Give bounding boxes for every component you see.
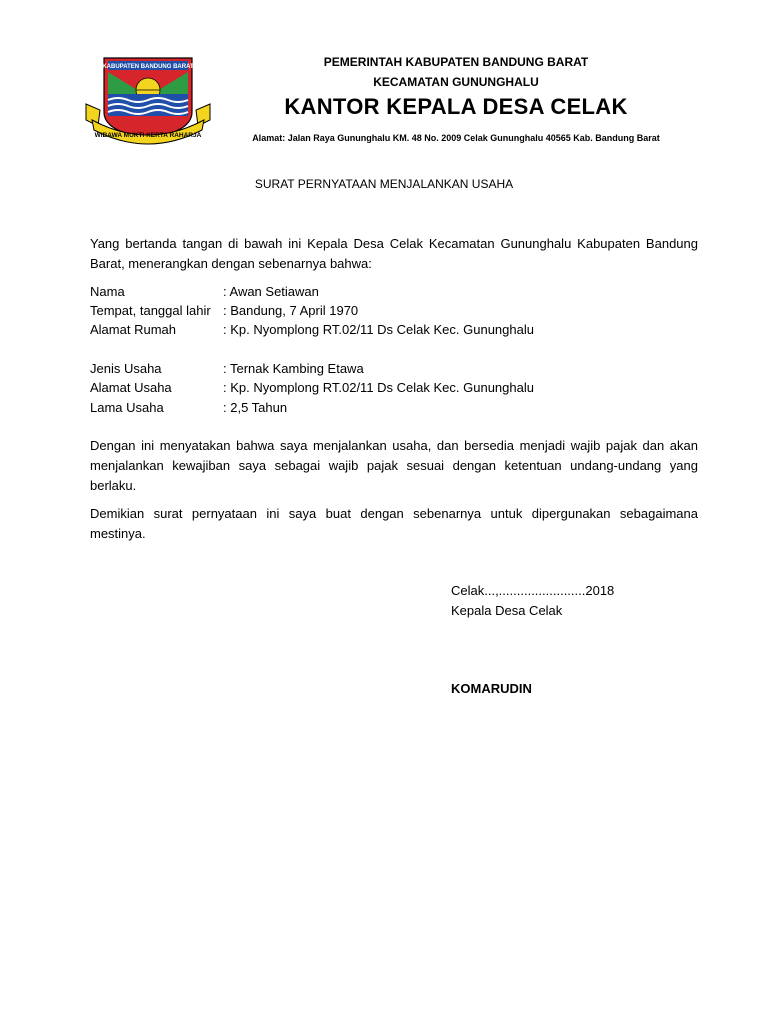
field-row [90, 398, 287, 417]
field-row [90, 301, 358, 320]
svg-text:WIBAWA MUKTI KERTA RAHARJA: WIBAWA MUKTI KERTA RAHARJA [94, 132, 202, 139]
field-value: : Kp. Nyomplong RT.02/11 Ds Celak Kec. Gununghalu [223, 380, 534, 395]
field-value: : Bandung, 7 April 1970 [223, 303, 359, 318]
field-label: Tempat, tanggal lahir [90, 303, 211, 318]
signature-name: KOMARUDIN [451, 681, 532, 696]
statement-paragraph: Dengan ini menyatakan bahwa saya menjalankan usaha, dan bersedia menjadi wajib pajak dan akan menjalankan kewajiban saya sebagai wajib pajak sesuai dengan ketentuan undang-undang yang berlaku. [90, 438, 698, 493]
field-row [90, 378, 534, 397]
regency-logo [84, 54, 212, 150]
field-label: Nama [90, 284, 125, 299]
field-label: Alamat Usaha [90, 380, 172, 395]
field-value: : Kp. Nyomplong RT.02/11 Ds Celak Kec. Gununghalu [223, 322, 534, 337]
field-label: Jenis Usaha [90, 361, 162, 376]
field-label: Lama Usaha [90, 400, 164, 415]
field-row [90, 282, 319, 301]
government-name: PEMERINTAH KABUPATEN BANDUNG BARAT [323, 55, 589, 69]
field-value: : 2,5 Tahun [223, 400, 288, 415]
field-value: : Awan Setiawan [223, 284, 319, 299]
field-row [90, 320, 534, 339]
signature-place-date: Celak...,........................2018 [451, 583, 615, 598]
field-label: Alamat Rumah [90, 322, 176, 337]
svg-text:KABUPATEN BANDUNG BARAT: KABUPATEN BANDUNG BARAT [102, 64, 194, 70]
field-row [90, 359, 364, 378]
closing-paragraph: Demikian surat pernyataan ini saya buat dengan sebenarnya untuk dipergunakan sebagaimana mestinya. [90, 506, 698, 541]
intro-paragraph: Yang bertanda tangan di bawah ini Kepala Desa Celak Kecamatan Gununghalu Kabupaten Bandung Barat, menerangkan dengan sebenarnya bahwa: [90, 236, 698, 271]
office-name: KANTOR KEPALA DESA CELAK [284, 94, 628, 119]
office-address: Alamat: Jalan Raya Gununghalu KM. 48 No. 2009 Celak Gununghalu 40565 Kab. Bandung Barat [252, 133, 660, 143]
signature-position: Kepala Desa Celak [451, 603, 563, 618]
document-title: SURAT PERNYATAAN MENJALANKAN USAHA [254, 177, 514, 191]
district-name: KECAMATAN GUNUNGHALU [373, 75, 539, 89]
field-value: : Ternak Kambing Etawa [223, 361, 364, 376]
